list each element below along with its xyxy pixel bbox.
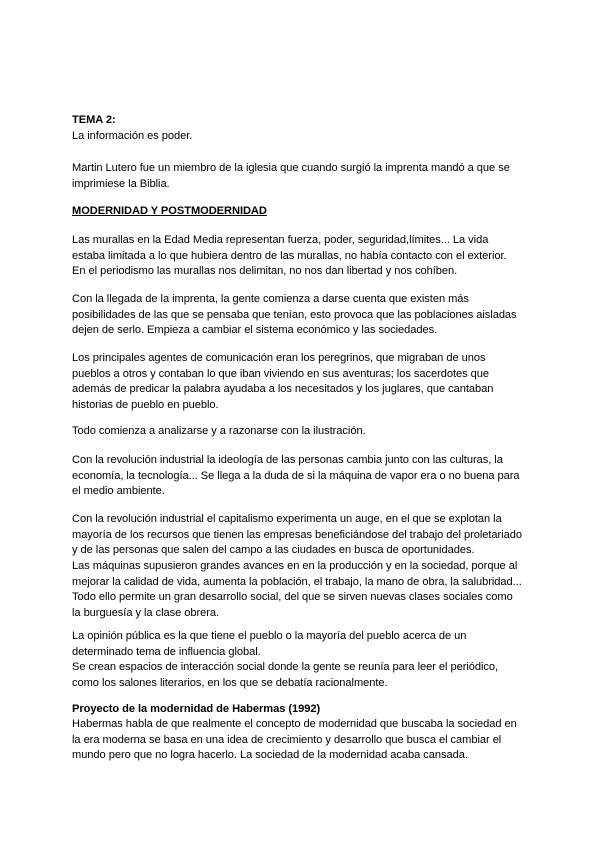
paragraph-line: Todo ello permite un gran desarrollo social, del que se sirven nuevas clases sociales como	[72, 591, 513, 604]
paragraph-murallas	[72, 233, 532, 280]
paragraph-line: historias de pueblo en pueblo.	[72, 399, 219, 412]
paragraph-agentes	[72, 351, 532, 414]
topic-block	[72, 113, 532, 144]
topic-heading: TEMA 2:	[72, 114, 116, 126]
paragraph-line: la era moderna se basa en una idea de crecimiento y desarrollo que busca el cambiar el	[72, 733, 502, 746]
paragraph-imprenta	[72, 292, 532, 339]
paragraph-line: estaba limitada a lo que hubiera dentro de las murallas, no había contacto con el exterior.	[72, 249, 507, 262]
paragraph-opinion-publica	[72, 629, 532, 692]
intro-paragraph	[72, 161, 532, 192]
paragraph-line: determinado tema de influencia global.	[72, 645, 261, 658]
paragraph-revolucion-ideologia	[72, 453, 532, 500]
paragraph-line: En el periodismo las murallas nos delimitan, no nos dan libertad y nos cohíben.	[72, 265, 458, 278]
paragraph-line: el medio ambiente.	[72, 485, 165, 498]
paragraph-line: Se crean espacios de interacción social donde la gente se reunía para leer el periódico,	[72, 661, 499, 674]
paragraph-line: pueblos a otros y contaban lo que iban viviendo en sus aventuras; los sacerdotes que	[72, 367, 490, 380]
paragraph-line: mundo pero que no logra hacerlo. La sociedad de la modernidad acaba cansada.	[72, 749, 468, 762]
topic-subtitle: La información es poder.	[72, 129, 193, 142]
paragraph-line: La opinión pública es la que tiene el pueblo o la mayoría del pueblo acerca de un	[72, 630, 467, 642]
paragraph-line: posibilidades de las que se pensaba que tenían, esto provoca que las poblaciones aisladas	[72, 308, 517, 321]
paragraph-ilustracion	[72, 424, 532, 440]
paragraph-line: además de predicar la palabra ayudaba a los necesitados y los juglares, que cantaban	[72, 383, 494, 396]
paragraph-line: dejen de serlo. Empieza a cambiar el sistema económico y las sociedades.	[72, 324, 438, 337]
paragraph-line: como los salones literarios, en los que se debatía racionalmente.	[72, 677, 388, 690]
paragraph-line: imprimiese la Biblia.	[72, 177, 170, 190]
paragraph-line: mejorar la calidad de vida, aumenta la población, el trabajo, la mano de obra, la salubridad...	[72, 575, 522, 588]
paragraph-line: Con la revolución industrial la ideología de las personas cambia junto con las culturas, la	[72, 454, 503, 466]
paragraph-line: economía, la tecnología... Se llega a la duda de si la máquina de vapor era o no buena para	[72, 469, 520, 482]
subsection-title: Proyecto de la modernidad de Habermas (1992)	[72, 703, 321, 715]
paragraph-habermas	[72, 717, 532, 764]
paragraph-line: Las murallas en la Edad Media representan fuerza, poder, seguridad,límites... La vida	[72, 234, 489, 246]
paragraph-line: Habermas habla de que realmente el concepto de modernidad que buscaba la sociedad en	[72, 718, 517, 730]
paragraph-line: la burguesía y la clase obrera.	[72, 607, 220, 620]
section-title-block	[72, 204, 532, 220]
paragraph-line: Con la revolución industrial el capitalismo experimenta un auge, en el que se explotan la	[72, 513, 502, 525]
paragraph-line: Martin Lutero fue un miembro de la iglesia que cuando surgió la imprenta mandó a que se	[72, 162, 510, 174]
paragraph-line: Con la llegada de la imprenta, la gente comienza a darse cuenta que existen más	[72, 293, 469, 305]
paragraph-line: y de las personas que salen del campo a las ciudades en busca de oportunidades.	[72, 544, 475, 557]
paragraph-line: Las máquinas supusieron grandes avances en en la producción y en la sociedad, porque al	[72, 560, 518, 573]
paragraph-line: Todo comienza a analizarse y a razonarse con la ilustración.	[72, 425, 366, 437]
paragraph-capitalismo	[72, 512, 532, 622]
subsection-title-block	[72, 702, 532, 718]
paragraph-line: mayoría de los recursos que tienen las empresas beneficiándose del trabajo del proletariado	[72, 528, 522, 541]
paragraph-line: Los principales agentes de comunicación eran los peregrinos, que migraban de unos	[72, 352, 486, 364]
section-title: MODERNIDAD Y POSTMODERNIDAD	[72, 205, 267, 217]
